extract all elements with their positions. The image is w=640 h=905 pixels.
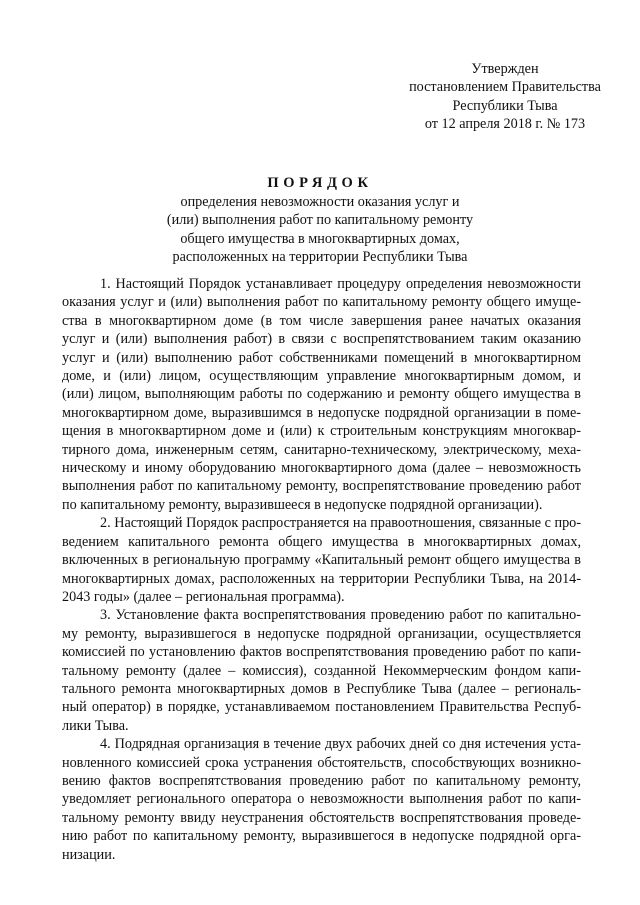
paragraph-line: тального ремонта многоквартирных домов в Республике Тыва (далее – региональ-: [62, 680, 581, 697]
paragraph-line: услуг и (или) выполнения работ) в связи с воспрепятствованием таким оказанию: [62, 331, 581, 348]
subtitle-line: общего имущества в многоквартирных домах,: [180, 230, 460, 247]
paragraph-2: [62, 514, 581, 606]
paragraph-line: 3. Установление факта воспрепятствования проведению работ по капитально-: [100, 607, 581, 624]
document-subtitle: [0, 193, 640, 267]
approval-line: постановлением Правительства: [409, 79, 601, 96]
paragraph-line: тальному ремонту (далее – комиссия), созданной Некоммерческим фондом капи-: [62, 662, 581, 679]
paragraph-line: выполнения работ по капитальному ремонту, воспрепятствование проведению работ: [62, 478, 581, 495]
paragraph-line: 4. Подрядная организация в течение двух рабочих дней со дня истечения уста-: [100, 736, 581, 753]
paragraph-line: (или) лицом, выполняющим работы по содержанию и ремонту общего имущества в: [62, 386, 581, 403]
paragraph-line: тирного дома, инженерным сетям, санитарно-техническому, электрическому, меха-: [62, 441, 581, 458]
paragraph-line: оказания услуг и (или) выполнения работ по капитальному ремонту общего имуще-: [62, 294, 581, 311]
document-title: ПОРЯДОК: [267, 175, 373, 191]
paragraph-line: му ремонту, выразившегося в недопуске подрядной организации, осуществляется: [62, 625, 581, 642]
paragraph-line: ства в многоквартирном доме (в том числе завершения ранее начатых оказания: [62, 312, 581, 329]
approval-line: от 12 апреля 2018 г. № 173: [424, 116, 586, 133]
paragraph-line: услуг и (или) выполнению работ собственниками помещений в многоквартирном: [62, 349, 581, 366]
paragraph-line: вению фактов воспрепятствования проведению работ по капитальному ремонту,: [62, 772, 581, 789]
paragraph-line: уведомляет регионального оператора о невозможности выполнения работ по капи-: [62, 791, 581, 808]
subtitle-line: расположенных на территории Республики Тыва: [172, 249, 468, 266]
paragraph-line: лики Тыва.: [62, 717, 129, 734]
paragraph-line: комиссией по установлению фактов воспрепятствования проведению работ по капи-: [62, 644, 581, 661]
subtitle-line: определения невозможности оказания услуг и: [180, 194, 460, 210]
paragraph-line: низации.: [62, 846, 116, 863]
document-body: [62, 275, 581, 864]
approval-stamp: [395, 60, 615, 134]
paragraph-3: [62, 606, 581, 735]
paragraph-line: 2. Настоящий Порядок распространяется на правоотношения, связанные с про-: [100, 515, 581, 532]
paragraph-line: тальному ремонту ввиду неустранения обстоятельств воспрепятствования проведе-: [62, 809, 581, 826]
paragraph-line: многоквартирном доме, выразившимся в недопуске подрядной организации в поме-: [62, 404, 581, 421]
paragraph-line: включенных в региональную программу «Капитальный ремонт общего имущества в: [62, 552, 581, 569]
paragraph-line: новленного комиссией срока устранения обстоятельств, способствующих возникно-: [62, 754, 581, 771]
paragraph-line: многоквартирных домах, расположенных на территории Республики Тыва, на 2014-: [62, 570, 581, 587]
approval-line: Утвержден: [471, 61, 539, 77]
paragraph-line: ведением капитального ремонта общего имущества в многоквартирных домах,: [62, 533, 581, 550]
paragraph-line: доме, и (или) лицом, осуществляющим управление многоквартирным домом, и: [62, 368, 581, 385]
paragraph-line: ническому и иному оборудованию многоквартирного дома (далее – невозможность: [62, 460, 581, 477]
paragraph-line: 2043 годы» (далее – региональная программа).: [62, 588, 345, 605]
paragraph-line: ный оператор) в порядке, устанавливаемом постановлением Правительства Респуб-: [62, 699, 581, 716]
paragraph-line: по капитальному ремонту, выразившееся в недопуске подрядной организации).: [62, 496, 543, 513]
subtitle-line: (или) выполнения работ по капитальному ремонту: [166, 212, 474, 229]
approval-line: Республики Тыва: [452, 97, 558, 114]
paragraph-line: 1. Настоящий Порядок устанавливает процедуру определения невозможности: [100, 276, 581, 292]
paragraph-1: [62, 275, 581, 514]
paragraph-4: [62, 735, 581, 864]
paragraph-line: щения в многоквартирном доме и (или) к строительным конструкциям многоквар-: [62, 423, 581, 440]
paragraph-line: нию работ по капитальному ремонту, выразившегося в недопуске подрядной орга-: [62, 828, 581, 845]
